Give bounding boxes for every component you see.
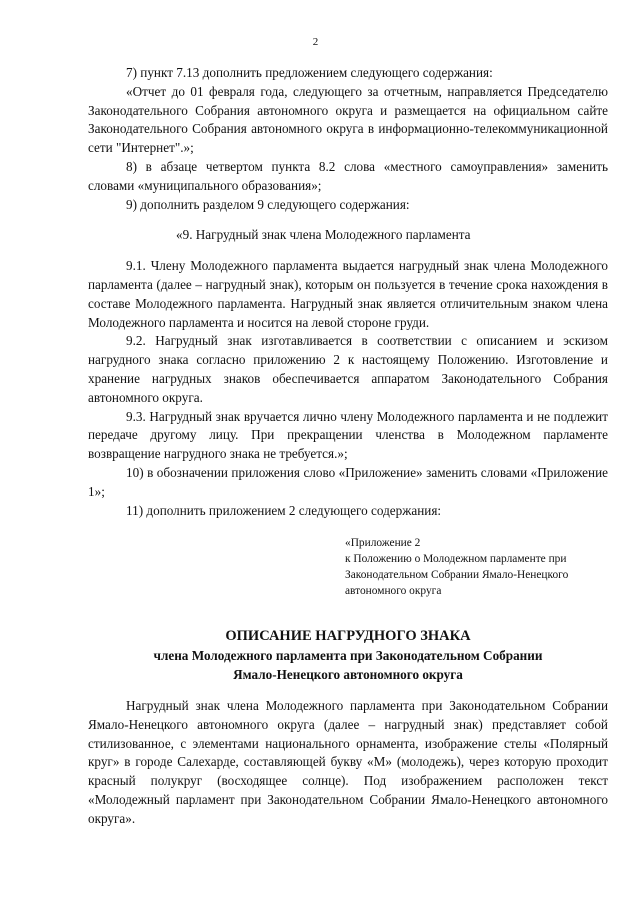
paragraph-item-9: 9) дополнить разделом 9 следующего содержания: <box>126 196 410 212</box>
paragraph-quote-7-13: «Отчет до 01 февраля года, следующего за отчетным, направляется Председателю Законодательного Собрания автономного округа и размещается на официальном сайте Законодательного Собрания автономного округа в информационно-телекоммуникационной сети "Интернет".»; <box>88 83 608 156</box>
paragraph-item-8: 8) в абзаце четвертом пункта 8.2 слова «местного самоуправления» заменить словами «муниципального образования»; <box>88 158 608 193</box>
section-9-heading: «9. Нагрудный знак члена Молодежного парламента <box>176 227 471 243</box>
paragraph-9-3: 9.3. Нагрудный знак вручается лично члену Молодежного парламента и не подлежит передаче другому лицу. При прекращении членства в Молодежном парламенте возвращение нагрудного знака не требуется.»; <box>88 408 608 462</box>
appendix-line: автономного округа <box>345 585 442 597</box>
paragraph-item-7: 7) пункт 7.13 дополнить предложением следующего содержания: <box>126 65 493 80</box>
appendix-line: «Приложение 2 <box>345 537 421 549</box>
title-line-3: Ямало-Ненецкого автономного округа <box>233 667 463 682</box>
page-number: 2 <box>312 36 319 48</box>
appendix-line: к Положению о Молодежном парламенте при <box>345 553 567 565</box>
paragraph-9-2: 9.2. Нагрудный знак изготавливается в соответствии с описанием и эскизом нагрудного знака согласно приложению 2 к настоящему Положению. Изготовление и хранение нагрудных знаков обеспечивается аппаратом Законодательного Собрания автономного округа. <box>88 333 608 405</box>
paragraph-item-10: 10) в обозначении приложения слово «Приложение» заменить словами «Приложение 1»; <box>88 464 608 499</box>
description-paragraph: Нагрудный знак члена Молодежного парламента при Законодательном Собрании Ямало-Ненецкого автономного округа (далее – нагрудный знак) представляет собой стилизованное, с элементами национального орнамента, изображение стелы «Полярный круг» в городе Салехарде, составляющей букву «М» (молодежь), через которую проходит красный полукруг (восходящее солнце). Под изображением расположен текст «Молодежный парламент при Законодательном Собрании Ямало-Ненецкого автономного округа». <box>88 698 608 826</box>
paragraph-9-1: 9.1. Члену Молодежного парламента выдается нагрудный знак члена Молодежного парламента (далее – нагрудный знак), которым он пользуется в течение срока нахождения в составе Молодежного парламента. Нагрудный знак является отличительным знаком члена Молодежного парламента и носится на левой стороне груди. <box>88 258 608 330</box>
description-title <box>88 627 608 684</box>
title-line-2: члена Молодежного парламента при Законодательном Собрании <box>153 648 543 663</box>
appendix-line: Законодательном Собрании Ямало-Ненецкого <box>345 569 569 581</box>
title-main: ОПИСАНИЕ НАГРУДНОГО ЗНАКА <box>225 628 471 644</box>
amendments-text <box>88 64 608 520</box>
paragraph-item-11: 11) дополнить приложением 2 следующего содержания: <box>126 502 442 518</box>
badge-description <box>88 697 608 829</box>
appendix-reference <box>345 535 607 599</box>
